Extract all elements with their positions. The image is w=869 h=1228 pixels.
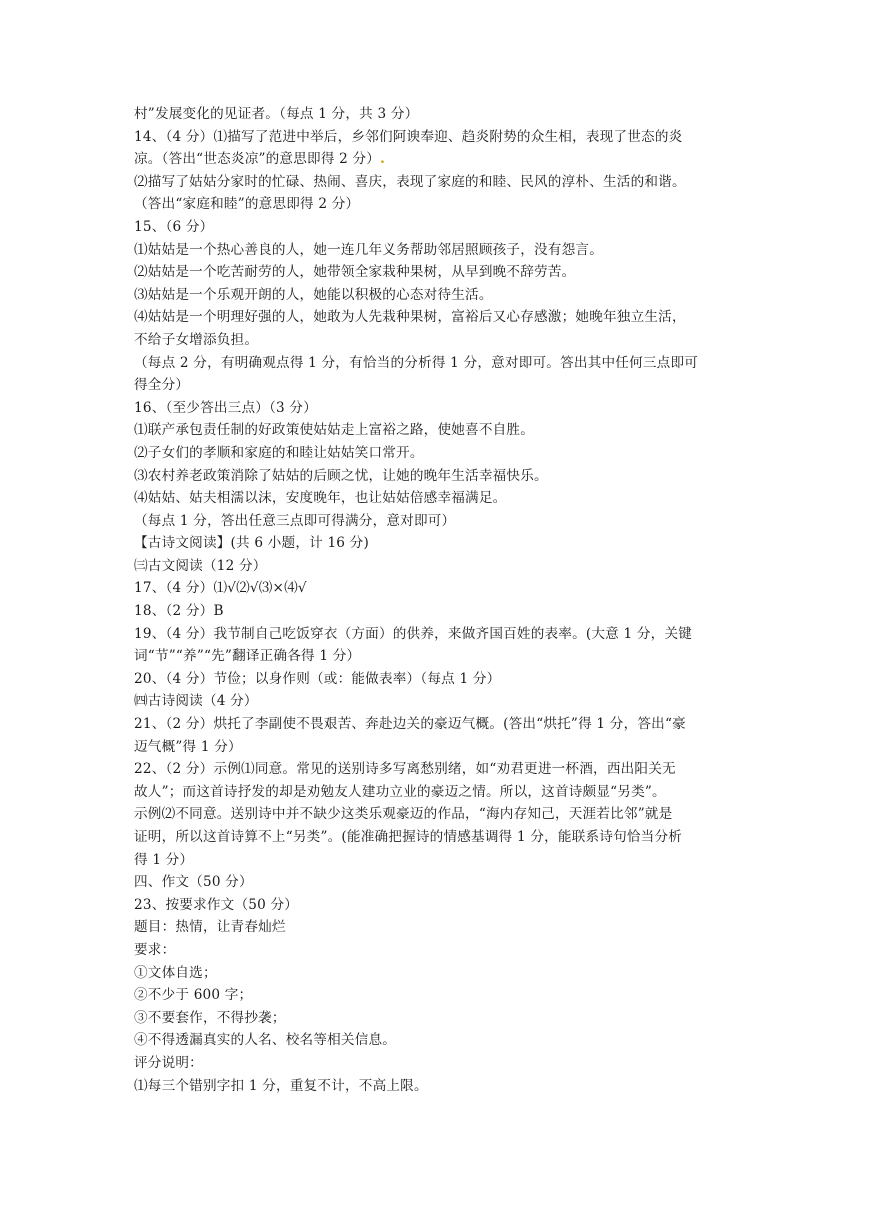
- answer-key-text: [134, 103, 744, 1097]
- text-line: 17、（4 分）⑴√⑵√⑶×⑷√: [134, 580, 307, 597]
- text-line: 14、（4 分）⑴描写了范进中举后，乡邻们阿谀奉迎、趋炎附势的众生相，表现了世态的炎: [134, 128, 683, 145]
- text-line: ⑵描写了姑姑分家时的忙碌、热闹、喜庆，表现了家庭的和睦、民风的淳朴、生活的和谐。: [134, 173, 686, 190]
- text-line: （每点 1 分，答出任意三点即可得满分，意对即可）: [134, 512, 456, 529]
- text-line: 故人”；而这首诗抒发的却是劝勉友人建功立业的豪迈之情。所以，这首诗颇显“另类”。: [134, 783, 666, 800]
- text-line: 22、（2 分）示例⑴同意。常见的送别诗多写离愁别绪，如“劝君更进一杯酒，西出阳关无: [134, 761, 676, 778]
- text-line: ⑶农村养老政策消除了姑姑的后顾之忧，让她的晚年生活幸福快乐。: [134, 467, 548, 484]
- text-line: ④不得透漏真实的人名、校名等相关信息。: [134, 1032, 397, 1049]
- text-line: 23、按要求作文（50 分）: [134, 896, 299, 913]
- text-line: 得 1 分）: [134, 851, 194, 868]
- text-line: 15、（6 分）: [134, 218, 214, 235]
- text-line: 词“节”“养”“先”翻译正确各得 1 分）: [134, 648, 361, 665]
- text-line: 18、（2 分）B: [134, 603, 224, 620]
- text-line: ⑵姑姑是一个吃苦耐劳的人，她带领全家栽种果树，从早到晚不辞劳苦。: [134, 264, 576, 281]
- text-line: ②不少于 600 字；: [134, 987, 253, 1004]
- text-line: 评分说明：: [134, 1054, 203, 1071]
- section-heading: 四、作文（50 分）: [134, 874, 253, 891]
- text-line: 示例⑵不同意。送别诗中并不缺少这类乐观豪迈的作品，“海内存知己，天涯若比邻”就是: [134, 806, 673, 823]
- text-line: ⑴联产承包责任制的好政策使姑姑走上富裕之路，使她喜不自胜。: [134, 422, 535, 439]
- text-line: （每点 2 分，有明确观点得 1 分，有恰当的分析得 1 分，意对即可。答出其中任何三点即可: [134, 354, 699, 371]
- text-line: 要求：: [134, 941, 176, 958]
- text-line: ⑷姑姑是一个明理好强的人，她敢为人先栽种果树，富裕后又心存感激；她晚年独立生活，: [134, 309, 686, 326]
- text-line: 21、（2 分）烘托了李副使不畏艰苦、奔赴边关的豪迈气概。(答出“烘托”得 1 分，答出“豪: [134, 716, 686, 733]
- text-line: 得全分）: [134, 377, 190, 394]
- text-line: ㈣古诗阅读（4 分）: [134, 693, 258, 710]
- text-line: ⑴每三个错别字扣 1 分，重复不计，不高上限。: [134, 1077, 428, 1094]
- text-line: 题目：热情，让青春灿烂: [134, 919, 286, 936]
- text-line: [134, 148, 744, 171]
- text-line: ①文体自选；: [134, 964, 217, 981]
- text-line: 20、（4 分）节俭；以身作则（或：能做表率）（每点 1 分）: [134, 670, 501, 687]
- text-line: 不给子女增添负担。: [134, 331, 259, 348]
- text-line: （答出“家庭和睦”的意思即得 2 分）: [134, 196, 360, 213]
- text-line: ③不要套作，不得抄袭；: [134, 1009, 286, 1026]
- text-line: ⑷姑姑、姑夫相濡以沫，安度晚年，也让姑姑倍感幸福满足。: [134, 490, 507, 507]
- text-line: 证明，所以这首诗算不上“另类”。(能准确把握诗的情感基调得 1 分，能联系诗句恰当分析: [134, 829, 683, 845]
- section-heading: 【古诗文阅读】(共 6 小题，计 16 分): [134, 535, 369, 552]
- text-line: 迈气概”得 1 分）: [134, 738, 242, 755]
- text-line: ⑶姑姑是一个乐观开朗的人，她能以积极的心态对待生活。: [134, 286, 493, 303]
- text-line: 16、（至少答出三点）（3 分）: [134, 399, 317, 416]
- text-line: ㈢古文阅读（12 分）: [134, 557, 267, 574]
- text-line: 19、（4 分）我节制自己吃饭穿衣（方面）的供养，来做齐国百姓的表率。(大意 1 分，关键: [134, 625, 693, 642]
- text-line: 村”发展变化的见证者。（每点 1 分，共 3 分）: [134, 106, 419, 122]
- text-line: ⑴姑姑是一个热心善良的人，她一连几年义务帮助邻居照顾孩子，没有怨言。: [134, 241, 603, 258]
- text-line: ⑵子女们的孝顺和家庭的和睦让姑姑笑口常开。: [134, 444, 424, 461]
- text-line-content: 凉。（答出“世态炎凉”的意思即得 2 分）: [134, 151, 381, 168]
- highlight-dot-marker: .: [380, 151, 386, 168]
